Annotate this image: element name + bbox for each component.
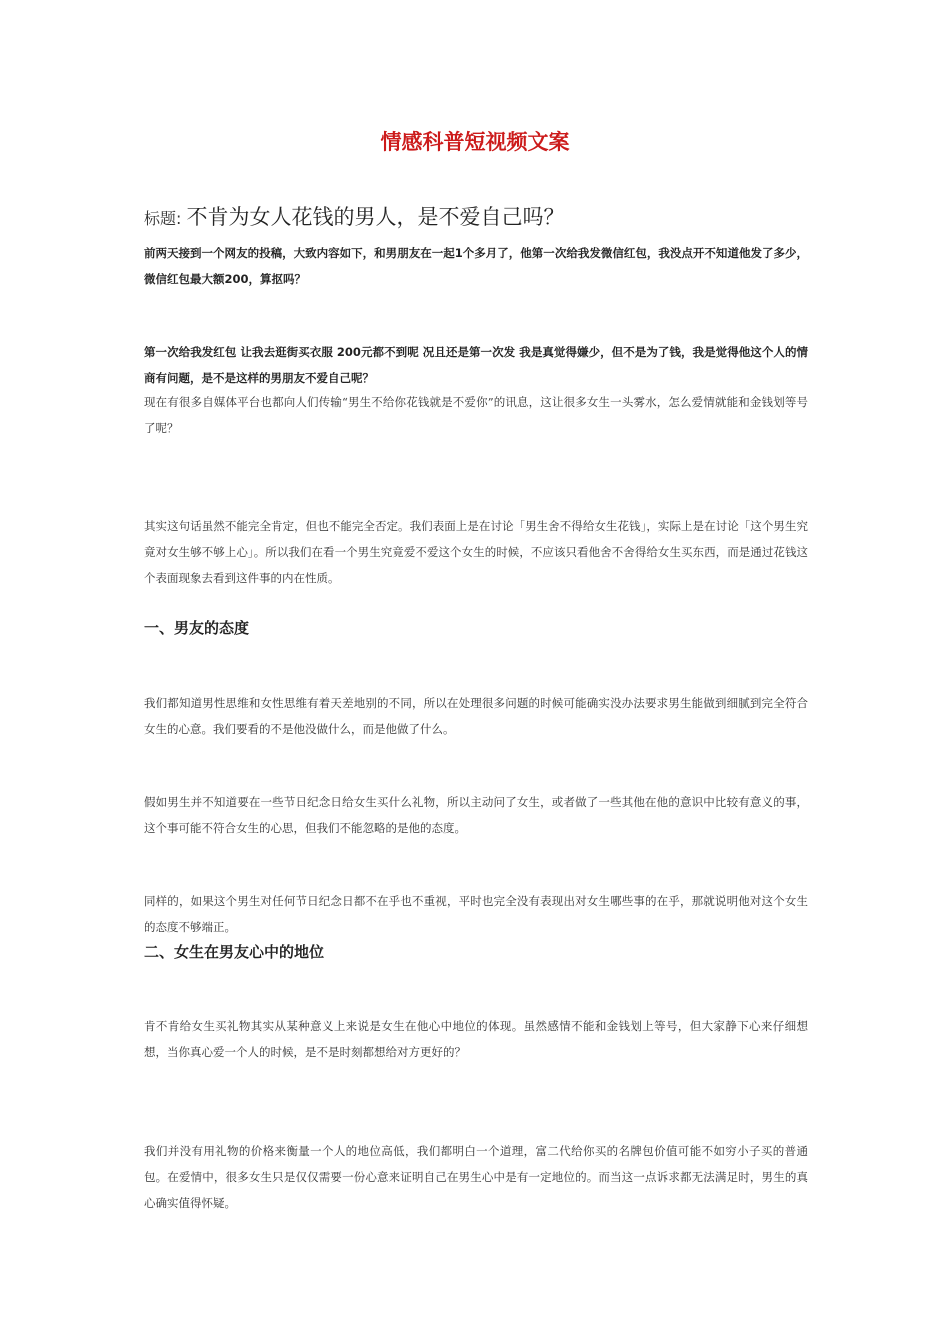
section1-paragraph-1: 我们都知道男性思维和女性思维有着天差地别的不同，所以在处理很多问题的时候可能确实没办法要求男生能做到细腻到完全符合女生的心意。我们要看的不是他没做什么，而是他做了什么。 bbox=[144, 696, 808, 736]
section1-paragraph-2: 假如男生并不知道要在一些节日纪念日给女生买什么礼物，所以主动问了女生，或者做了一些其他在他的意识中比较有意义的事，这个事可能不符合女生的心思，但我们不能忽略的是他的态度。 bbox=[144, 795, 808, 835]
section-heading-1: 一、男友的态度 bbox=[144, 619, 250, 637]
section2-paragraph-2: 我们并没有用礼物的价格来衡量一个人的地位高低，我们都明白一个道理，富二代给你买的名牌包价值可能不如穷小子买的普通包。在爱情中，很多女生只是仅仅需要一份心意来证明自己在男生心中是有一定地位的。而当这一点诉求都无法满足时，男生的真心确实值得怀疑。 bbox=[144, 1144, 808, 1210]
section-heading-2: 二、女生在男友心中的地位 bbox=[144, 943, 325, 961]
headline-text: 不肯为女人花钱的男人，是不爱自己吗？ bbox=[186, 205, 565, 229]
intro-paragraph-1: 前两天接到一个网友的投稿，大致内容如下，和男朋友在一起1个多月了，他第一次给我发微信红包，我没点开不知道他发了多少，微信红包最大额200，算抠吗？ bbox=[144, 246, 808, 286]
headline-label: 标题: bbox=[144, 209, 182, 228]
section2-paragraph-1: 肯不肯给女生买礼物其实从某种意义上来说是女生在他心中地位的体现。虽然感情不能和金钱划上等号，但大家静下心来仔细想想，当你真心爱一个人的时候，是不是时刻都想给对方更好的？ bbox=[144, 1019, 808, 1059]
intro-paragraph-3: 现在有很多自媒体平台也都向人们传输“男生不给你花钱就是不爱你”的讯息，这让很多女生一头雾水，怎么爱情就能和金钱划等号了呢？ bbox=[144, 395, 808, 435]
article-headline bbox=[144, 200, 814, 236]
intro-paragraph-2: 第一次给我发红包 让我去逛街买衣服 200元都不到呢 况且还是第一次发 我是真觉得嫌少，但不是为了钱，我是觉得他这个人的情商有问题，是不是这样的男朋友不爱自己呢？ bbox=[144, 345, 808, 385]
section1-paragraph-3: 同样的，如果这个男生对任何节日纪念日都不在乎也不重视，平时也完全没有表现出对女生哪些事的在乎，那就说明他对这个女生的态度不够端正。 bbox=[144, 894, 808, 934]
body-paragraph-1: 其实这句话虽然不能完全肯定，但也不能完全否定。我们表面上是在讨论「男生舍不得给女生花钱」，实际上是在讨论「这个男生究竟对女生够不够上心」。所以我们在看一个男生究竟爱不爱这个女生的时候，不应该只看他舍不舍得给女生买东西，而是通过花钱这个表面现象去看到这件事的内在性质。 bbox=[144, 519, 808, 585]
document-title: 情感科普短视频文案 bbox=[380, 130, 570, 154]
